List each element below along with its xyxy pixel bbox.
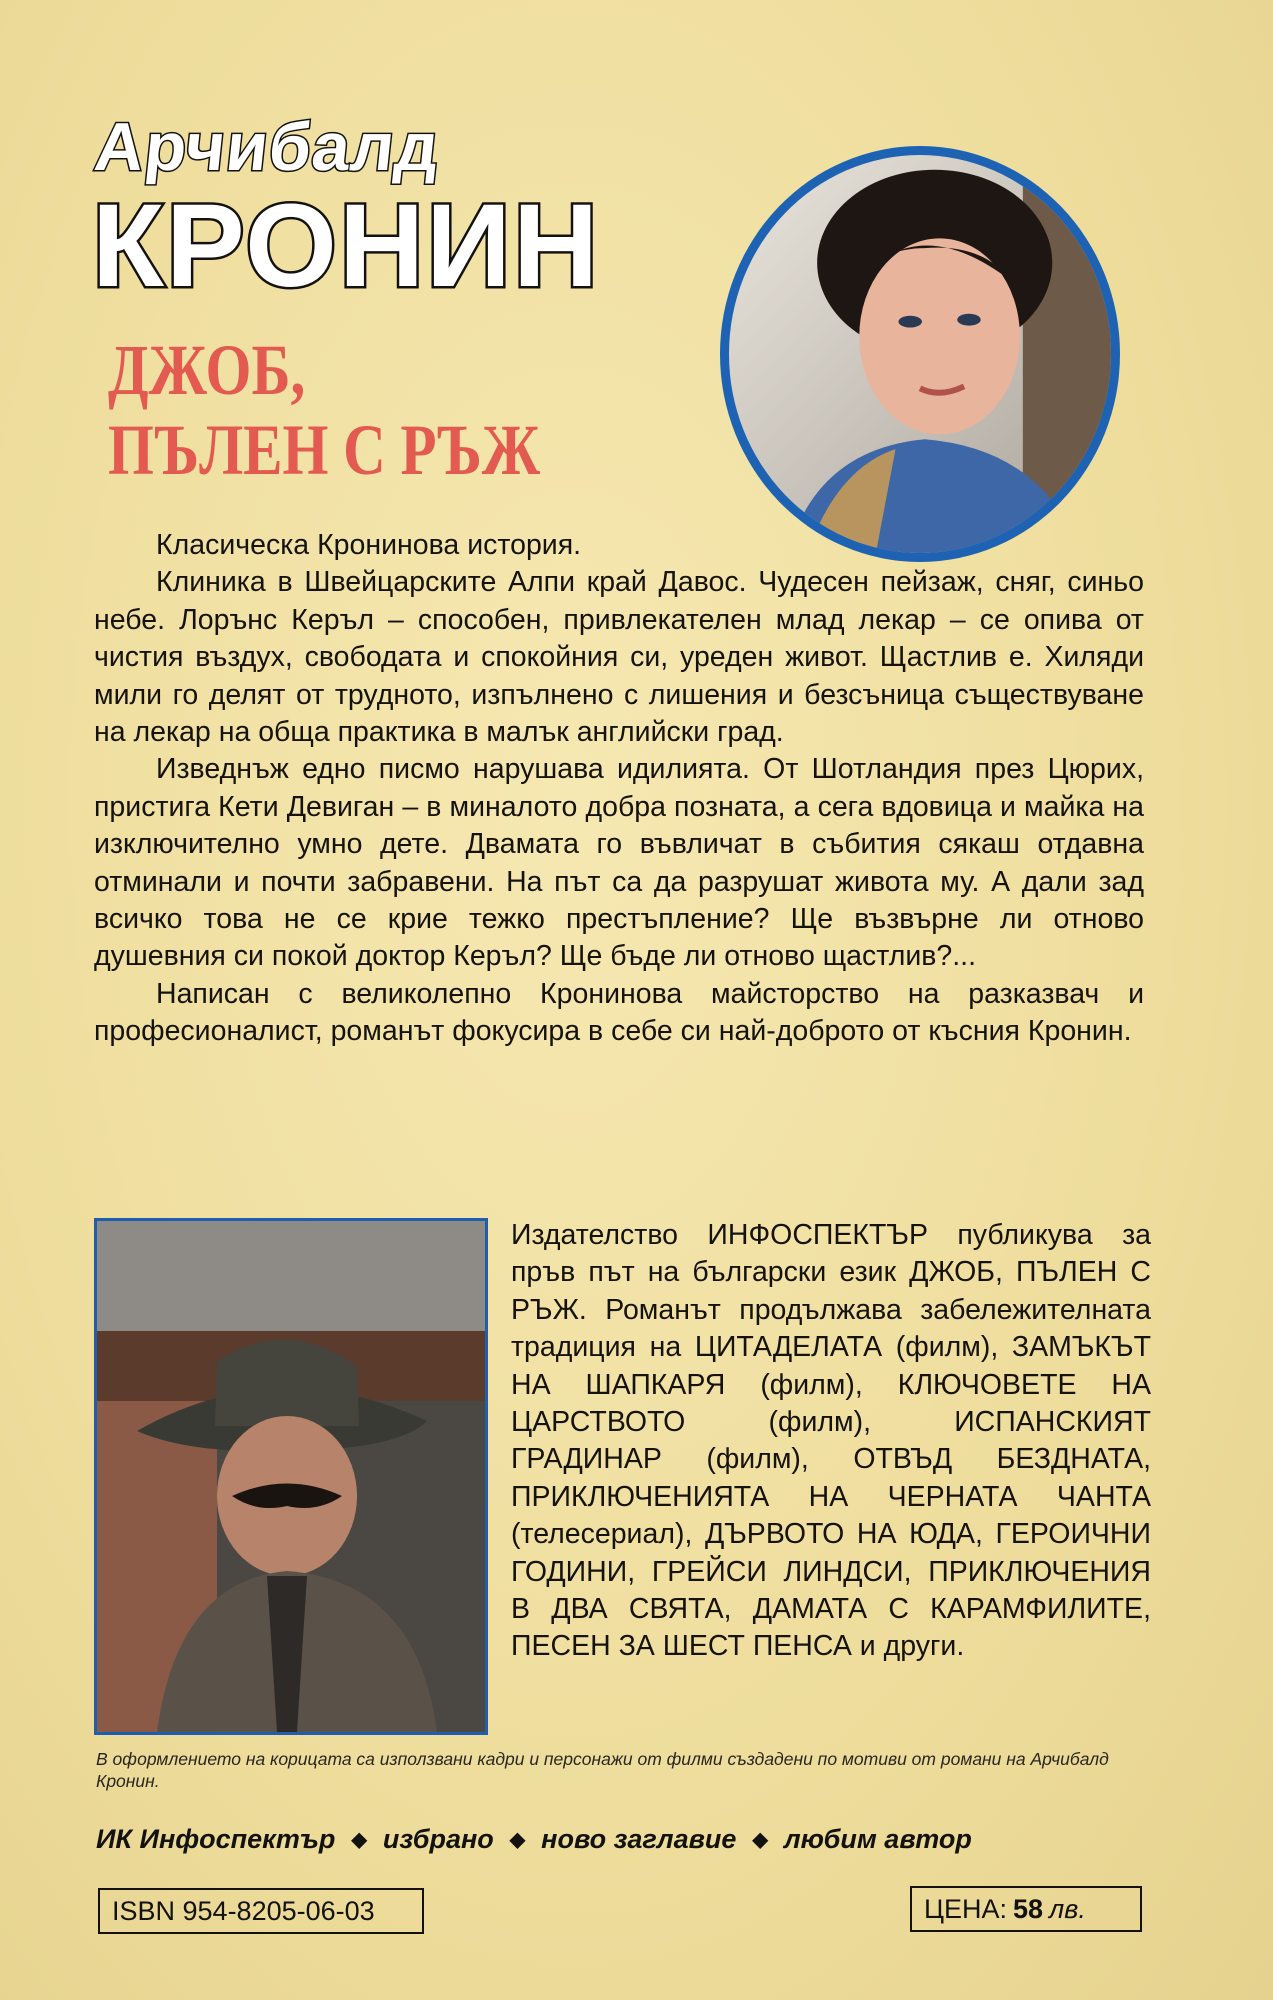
tag-selected: избрано	[382, 1824, 494, 1854]
book-title	[108, 330, 567, 490]
tag-new-title: ново заглавие	[541, 1824, 737, 1854]
book-description	[94, 527, 1144, 1051]
book-title-line-2: ПЪЛЕН С РЪЖ	[108, 410, 541, 490]
publisher-name: ИК Инфоспектър	[96, 1824, 336, 1854]
book-title-line-1: ДЖОБ,	[108, 330, 306, 410]
price-amount: 58	[1013, 1894, 1044, 1924]
footer-tagline	[96, 1824, 1156, 1855]
description-paragraph: Клиника в Швейцарските Алпи край Давос. Чудесен пейзаж, сняг, синьо небе. Лорънс Керъл – способен, привлекателен млад лекар – се опива от чистия въздух, свободата и спокойния си, уреден живот. Щастлив е. Хиляди мили го делят от трудното, изпълнено с лишения и безсъница съществуване на лекар на обща практика в малък английски град.	[94, 566, 1144, 749]
man-in-hat-photo	[94, 1218, 488, 1735]
woman-portrait-image	[720, 146, 1120, 562]
diamond-separator-icon: ◆	[509, 1829, 526, 1851]
author-first-name: Арчибалд	[91, 109, 444, 185]
isbn-box: ISBN 954-8205-06-03	[98, 1888, 424, 1934]
price-label: ЦЕНА:	[924, 1894, 1007, 1924]
tag-favorite-author: любим автор	[783, 1824, 972, 1854]
author-last-name: КРОНИН	[92, 180, 601, 312]
diamond-separator-icon: ◆	[752, 1829, 768, 1851]
publisher-blurb-text: Издателство ИНФОСПЕКТЪР публикува за пръв път на български език ДЖОБ, ПЪЛЕН С РЪЖ. Романът продължава забележителната традиция на ЦИТАДЕЛАТА (филм), ЗАМЪКЪТ НА ШАПКАРЯ (филм), КЛЮЧОВЕТЕ НА ЦАРСТВОТО (филм), ИСПАНСКИЯТ ГРАДИНАР (филм), ОТВЪД БЕЗДНАТА, ПРИКЛЮЧЕНИЯТА НА ЧЕРНАТА ЧАНТА (телесериал), ДЪРВОТО НА ЮДА, ГЕРОИЧНИ ГОДИНИ, ГРЕЙСИ ЛИНДСИ, ПРИКЛЮЧЕНИЯ В ДВА СВЯТА, ДАМАТА С КАРАМФИЛИТЕ, ПЕСЕН ЗА ШЕСТ ПЕНСА и други.	[511, 1219, 1151, 1663]
diamond-separator-icon: ◆	[351, 1829, 367, 1851]
description-paragraph: Изведнъж едно писмо нарушава идилията. От Шотландия през Цюрих, пристига Кети Девиган – в миналото добра позната, а сега вдовица и майка на изключително умно дете. Двамата го въвличат в събития сякаш отдавна отминали и почти забравени. На път са да разрушат живота му. А дали зад всичко това не се крие тежко престъпление? Ще възвърне ли отново душевния си покой доктор Керъл? Ще бъде ли отново щастлив?...	[94, 753, 1144, 973]
price-currency: лв.	[1049, 1894, 1086, 1924]
publisher-blurb	[511, 1217, 1151, 1666]
cover-design-note: В оформлението на корицата са използвани кадри и персонажи от филми създадени по мотиви от романи на Арчибалд Кронин.	[96, 1749, 1109, 1791]
description-paragraph: Класическа Кронинова история.	[156, 529, 582, 561]
description-paragraph: Написан с великолепно Кронинова майсторство на разказвач и професионалист, романът фокусира в себе си най-доброто от късния Кронин.	[94, 977, 1144, 1048]
price-box	[910, 1886, 1142, 1932]
